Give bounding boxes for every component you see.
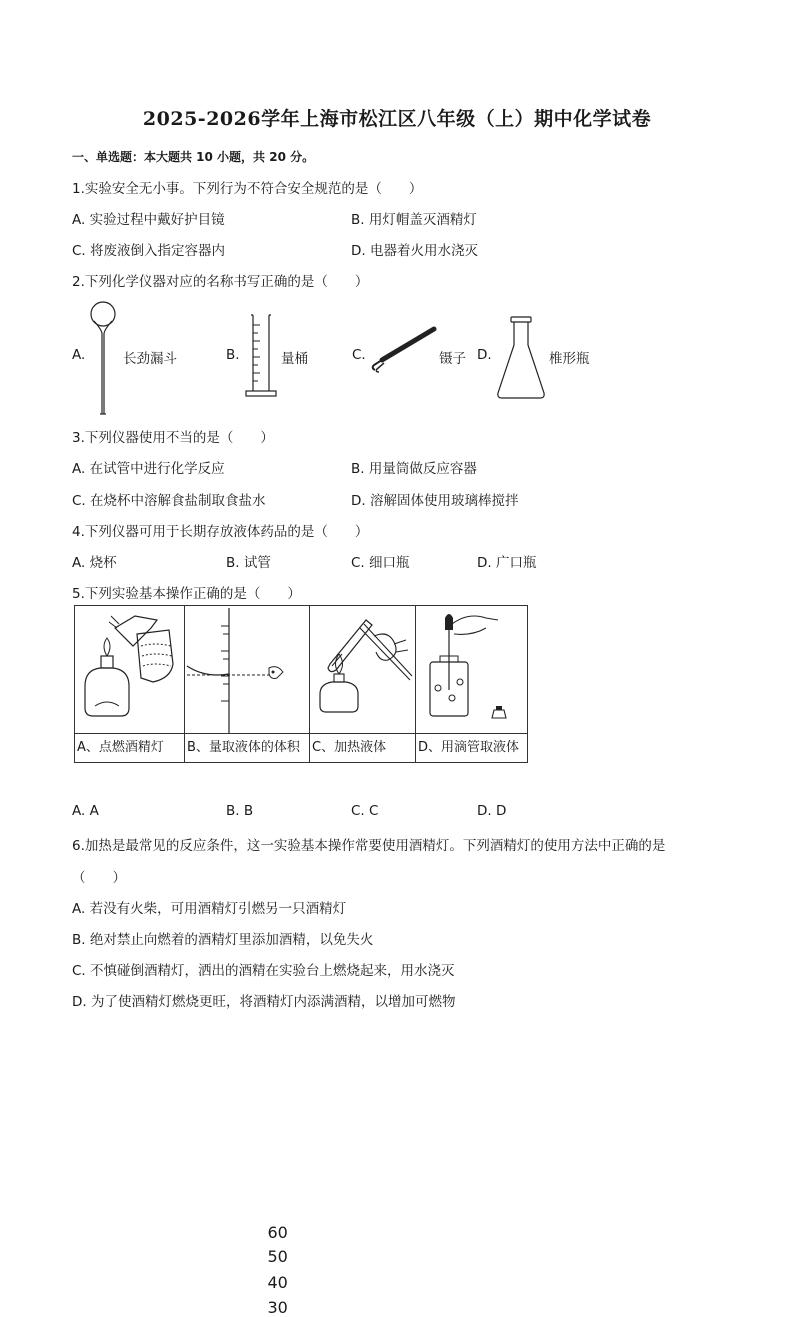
q5-image-d-cell (416, 606, 528, 734)
question-4-stem: 4.下列仪器可用于长期存放液体药品的是（ ） (72, 524, 369, 540)
q4-option-d[interactable]: D. 广口瓶 (477, 555, 537, 571)
scale-label-30: 30 (267, 1297, 288, 1317)
q3-option-a[interactable]: A. 在试管中进行化学反应 (72, 461, 225, 477)
q3-option-c[interactable]: C. 在烧杯中溶解食盐制取食盐水 (72, 493, 266, 509)
question-1-stem: 1.实验安全无小事。下列行为不符合安全规范的是（ ） (72, 181, 423, 197)
tweezers-icon (368, 326, 438, 376)
q2-letter-b[interactable]: B. (226, 347, 240, 363)
graduated-cylinder-icon (244, 313, 278, 401)
q6-option-c[interactable]: C. 不慎碰倒酒精灯，洒出的酒精在实验台上燃烧起来，用水浇灭 (72, 963, 455, 979)
q6-option-b[interactable]: B. 绝对禁止向燃着的酒精灯里添加酒精，以免失火 (72, 932, 374, 948)
q2-name-b: 量桶 (281, 351, 308, 367)
q5-option-a[interactable]: A. A (72, 803, 99, 819)
q2-name-a: 长劲漏斗 (123, 351, 177, 367)
q4-option-a[interactable]: A. 烧杯 (72, 555, 117, 571)
conical-flask-icon (495, 315, 547, 401)
q1-option-a[interactable]: A. 实验过程中戴好护目镜 (72, 212, 225, 228)
question-6-stem-line2: （ ） (72, 870, 126, 886)
q5-option-b[interactable]: B. B (226, 803, 254, 819)
q1-option-b[interactable]: B. 用灯帽盖灭酒精灯 (351, 212, 477, 228)
q6-option-a[interactable]: A. 若没有火柴，可用酒精灯引燃另一只酒精灯 (72, 901, 347, 917)
reading-cylinder-scale-icon (185, 606, 309, 733)
q5-caption-d: D、用滴管取液体 (416, 734, 528, 763)
q5-caption-b: B、量取液体的体积 (185, 734, 310, 763)
scale-label-60: 60 (267, 1222, 288, 1242)
q2-name-d: 椎形瓶 (549, 351, 590, 367)
q2-letter-a[interactable]: A. (72, 347, 86, 363)
q5-option-d[interactable]: D. D (477, 803, 507, 819)
scale-label-40: 40 (267, 1272, 288, 1292)
q1-option-c[interactable]: C. 将废液倒入指定容器内 (72, 243, 226, 259)
q5-caption-c: C、加热液体 (310, 734, 416, 763)
question-2-stem: 2.下列化学仪器对应的名称书写正确的是（ ） (72, 274, 369, 290)
dropper-bottle-icon (416, 606, 527, 733)
q2-letter-d[interactable]: D. (477, 347, 492, 363)
q2-name-c: 镊子 (439, 351, 466, 367)
page-title: 2025-2026学年上海市松江区八年级（上）期中化学试卷 (142, 108, 652, 130)
q4-option-c[interactable]: C. 细口瓶 (351, 555, 410, 571)
long-neck-funnel-icon (88, 300, 118, 418)
question-6-stem-line1: 6.加热是最常见的反应条件，这一实验基本操作常要使用酒精灯。下列酒精灯的使用方法中正确的是 (72, 838, 666, 854)
q6-option-d[interactable]: D. 为了使酒精灯燃烧更旺，将酒精灯内添满酒精，以增加可燃物 (72, 994, 456, 1010)
section-heading: 一、单选题：本大题共 10 小题，共 20 分。 (72, 150, 315, 164)
q2-letter-c[interactable]: C. (352, 347, 366, 363)
question-3-stem: 3.下列仪器使用不当的是（ ） (72, 430, 274, 446)
q5-option-c[interactable]: C. C (351, 803, 379, 819)
q3-option-d[interactable]: D. 溶解固体使用玻璃棒搅拌 (351, 493, 519, 509)
question-5-stem: 5.下列实验基本操作正确的是（ ） (72, 586, 301, 602)
q1-option-d[interactable]: D. 电器着火用水浇灭 (351, 243, 478, 259)
lighting-alcohol-lamp-icon (75, 606, 184, 733)
scale-label-50: 50 (267, 1246, 288, 1266)
q3-option-b[interactable]: B. 用量筒做反应容器 (351, 461, 477, 477)
q5-image-c-cell (310, 606, 416, 734)
q5-caption-a: A、点燃酒精灯 (75, 734, 185, 763)
q5-image-a-cell (75, 606, 185, 734)
q4-option-b[interactable]: B. 试管 (226, 555, 271, 571)
heating-test-tube-icon (310, 606, 415, 733)
